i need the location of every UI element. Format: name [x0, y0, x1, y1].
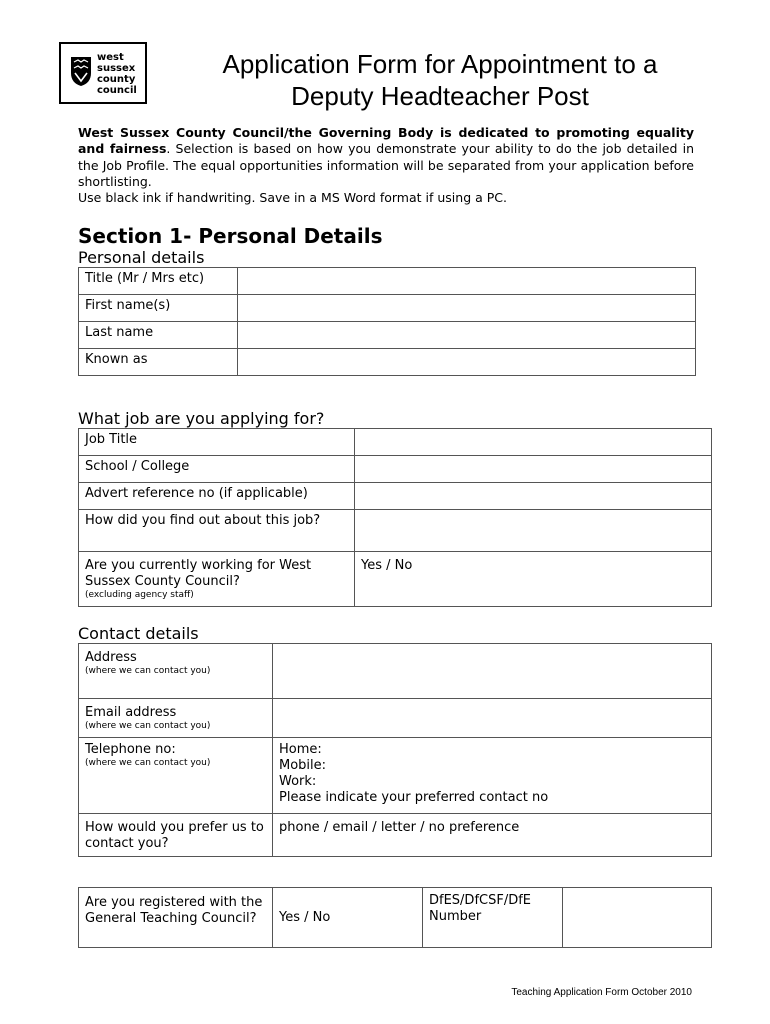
find-out-label: How did you find out about this job?: [79, 510, 355, 552]
intro-text: [78, 125, 694, 206]
personal-details-table: [78, 267, 696, 376]
phone-label: Telephone no:: [85, 742, 176, 757]
prefer-answer-field[interactable]: phone / email / letter / no preference: [273, 814, 712, 857]
table-row: [79, 888, 712, 948]
page-footer: Teaching Application Form October 2010: [511, 987, 692, 998]
address-label: Address: [85, 650, 137, 665]
job-title-field[interactable]: [355, 429, 712, 456]
first-name-label: First name(s): [79, 295, 238, 322]
intro-ink-note: Use black ink if handwriting. Save in a MS Word format if using a PC.: [78, 190, 507, 206]
logo-text: west sussex county council: [97, 52, 137, 96]
gtc-table: [78, 887, 712, 948]
job-title-label: Job Title: [79, 429, 355, 456]
table-row: [79, 552, 712, 607]
contact-heading: Contact details: [78, 624, 199, 643]
advert-ref-label: Advert reference no (if applicable): [79, 483, 355, 510]
address-label-cell: [79, 644, 273, 699]
table-row: [79, 322, 696, 349]
school-field[interactable]: [355, 456, 712, 483]
council-logo: [59, 42, 147, 104]
crest-icon: [70, 55, 92, 87]
find-out-field[interactable]: [355, 510, 712, 552]
table-row: [79, 268, 696, 295]
prefer-label: How would you prefer us to contact you?: [79, 814, 273, 857]
first-name-field[interactable]: [238, 295, 696, 322]
known-as-label: Known as: [79, 349, 238, 376]
table-row: [79, 510, 712, 552]
wscc-note: (excluding agency staff): [85, 590, 194, 600]
last-name-field[interactable]: [238, 322, 696, 349]
job-table: [78, 428, 712, 607]
address-field[interactable]: [273, 644, 712, 699]
table-row: [79, 456, 712, 483]
table-row: [79, 644, 712, 699]
phone-field[interactable]: [273, 738, 712, 814]
title-label: Title (Mr / Mrs etc): [79, 268, 238, 295]
wscc-label: Are you currently working for West Sussex County Council?: [85, 558, 312, 589]
contact-table: [78, 643, 712, 857]
phone-preference: Please indicate your preferred contact no: [279, 790, 549, 805]
email-label: Email address: [85, 705, 177, 720]
school-label: School / College: [79, 456, 355, 483]
job-heading: What job are you applying for?: [78, 409, 325, 428]
title-field[interactable]: [238, 268, 696, 295]
table-row: [79, 483, 712, 510]
intro-paragraph: [78, 125, 694, 190]
dfes-label: DfES/DfCSF/DfE Number: [423, 888, 563, 948]
last-name-label: Last name: [79, 322, 238, 349]
phone-mobile: Mobile:: [279, 758, 327, 773]
intro-bold: West Sussex County Council/the Governing Body is dedicated to promoting equality and fairness: [78, 125, 694, 157]
page-title: Application Form for Appointment to a Deputy Headteacher Post: [222, 49, 658, 111]
table-row: [79, 699, 712, 738]
table-row: [79, 429, 712, 456]
gtc-answer-field[interactable]: Yes / No: [273, 888, 423, 948]
section-1-heading: Section 1- Personal Details: [78, 224, 383, 248]
dfes-number-field[interactable]: [563, 888, 712, 948]
wscc-question: [79, 552, 355, 607]
email-note: (where we can contact you): [85, 721, 211, 731]
phone-note: (where we can contact you): [85, 758, 211, 768]
table-row: [79, 349, 696, 376]
personal-details-heading: Personal details: [78, 248, 205, 267]
email-field[interactable]: [273, 699, 712, 738]
address-note: (where we can contact you): [85, 666, 211, 676]
table-row: [79, 738, 712, 814]
known-as-field[interactable]: [238, 349, 696, 376]
table-row: [79, 295, 696, 322]
email-label-cell: [79, 699, 273, 738]
intro-rest: . Selection is based on how you demonstrate your ability to do the job detailed in the Job Profile. The equal opportunities information will be separated from your application before shortlisting.: [78, 141, 694, 189]
wscc-answer-field[interactable]: Yes / No: [355, 552, 712, 607]
phone-home: Home:: [279, 742, 322, 757]
phone-work: Work:: [279, 774, 317, 789]
table-row: [79, 814, 712, 857]
advert-ref-field[interactable]: [355, 483, 712, 510]
phone-label-cell: [79, 738, 273, 814]
gtc-label: Are you registered with the General Teaching Council?: [79, 888, 273, 948]
